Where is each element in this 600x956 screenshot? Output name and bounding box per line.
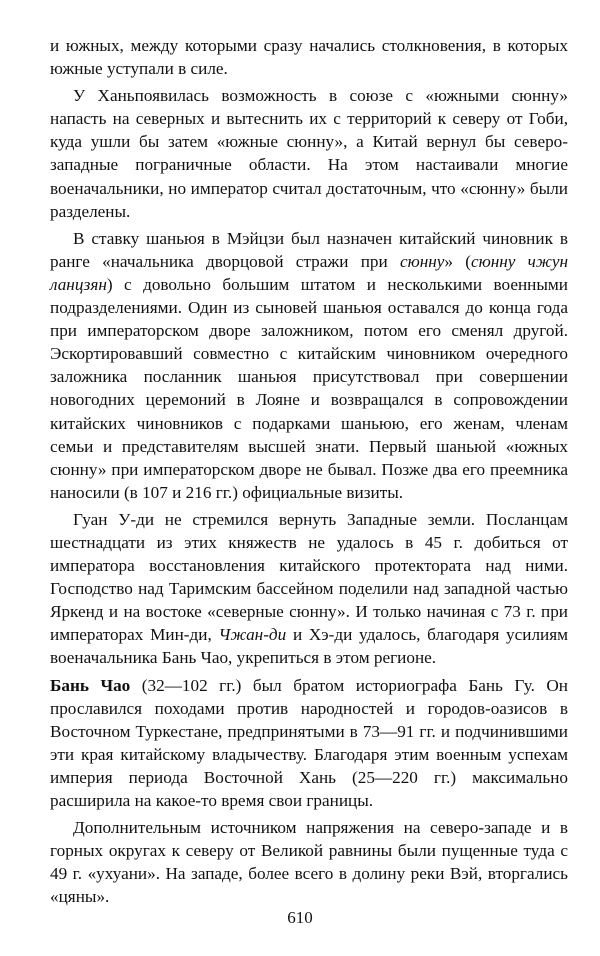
paragraph-6: [50, 816, 568, 908]
paragraph-4-italic-emperor: Чжан-ди: [218, 625, 287, 645]
paragraph-3-italic-title: сюнну чжун ланцзян: [50, 251, 568, 294]
paragraph-2: [50, 84, 568, 223]
paragraph-1-text: и южных, между которыми сразу начались столкновения, в которых южные уступали в силе.: [50, 36, 568, 79]
paragraph-3-italic-term: сюнну: [399, 251, 445, 271]
paragraph-3: [50, 227, 568, 504]
paragraph-5: [50, 674, 568, 813]
paragraph-5-text: (32—102 гг.) был братом историографа Бань Гу. Он прославился походами против народностей и городов-оазисов в Восточном Туркестане, предпринятыми в 73—91 гг. и подчинившими эти края китайскому владычеству. Благодаря этим военным успехам империя периода Восточной Хань (25—220 гг.) максимально расширила на какое-то время свои границы.: [50, 675, 568, 810]
paragraph-3-text-b: » (: [444, 251, 471, 271]
paragraph-1: [50, 34, 568, 80]
paragraph-4-text-b: и Хэ-ди удалось, благодаря усилиям военачальника Бань Чао, укрепиться в этом регионе.: [50, 625, 569, 668]
page-number: 610: [287, 908, 313, 927]
paragraph-3-text-c: ) с довольно большим штатом и несколькими военными подразделениями. Один из сыновей шаньюя оставался до конца года при императорском дворе заложником, потом его сменял другой. Эскортировавший совместно с китайским чиновником очередного заложника посланник шаньюя присутствовал при совершении новогодних церемоний в Лояне и возвращался в сопровождении китайских чиновников с подарками шаньюю, его женам, членам семьи и представителям высшей знати. Первый шаньюй «южных сюнну» при императорском дворе не бывал. Позже два его преемника наносили (в 107 и 216 гг.) официальные визиты.: [50, 274, 568, 502]
paragraph-4-text-a: Гуан У-ди не стремился вернуть Западные земли. Посланцам шестнадцати из этих княжеств не удалось в 45 г. добиться от императора восстановления китайского протектората над ними. Господство над Таримским бассейном поделили над западной частью Яркенд и на востоке «северные сюнну». И только начиная с 73 г. при императорах Мин-ди,: [50, 509, 568, 645]
paragraph-6-text: Дополнительным источником напряжения на северо-западе и в горных округах к северу от Великой равнины были пущенные туда с 49 г. «ухуани». На западе, более всего в долину реки Вэй, вторгались «цяны».: [50, 818, 568, 907]
paragraph-4: [50, 508, 568, 670]
paragraph-5-bold-name: Бань Чао: [50, 675, 131, 695]
paragraph-2-text: У Ханьпоявилась возможность в союзе с «южными сюнну» напасть на северных и вытеснить их с территорий к северу от Гоби, куда ушли бы затем «южные сюнну», а Китай вернул бы северо-западные пограничные области. На этом настаивали многие военачальники, но император считал достаточным, что «сюнну» были разделены.: [50, 86, 568, 221]
body-text: [50, 34, 568, 908]
paragraph-3-text-a: В ставку шаньюя в Мэйцзи был назначен китайский чиновник в ранге «начальника дворцовой стражи при: [50, 228, 568, 271]
